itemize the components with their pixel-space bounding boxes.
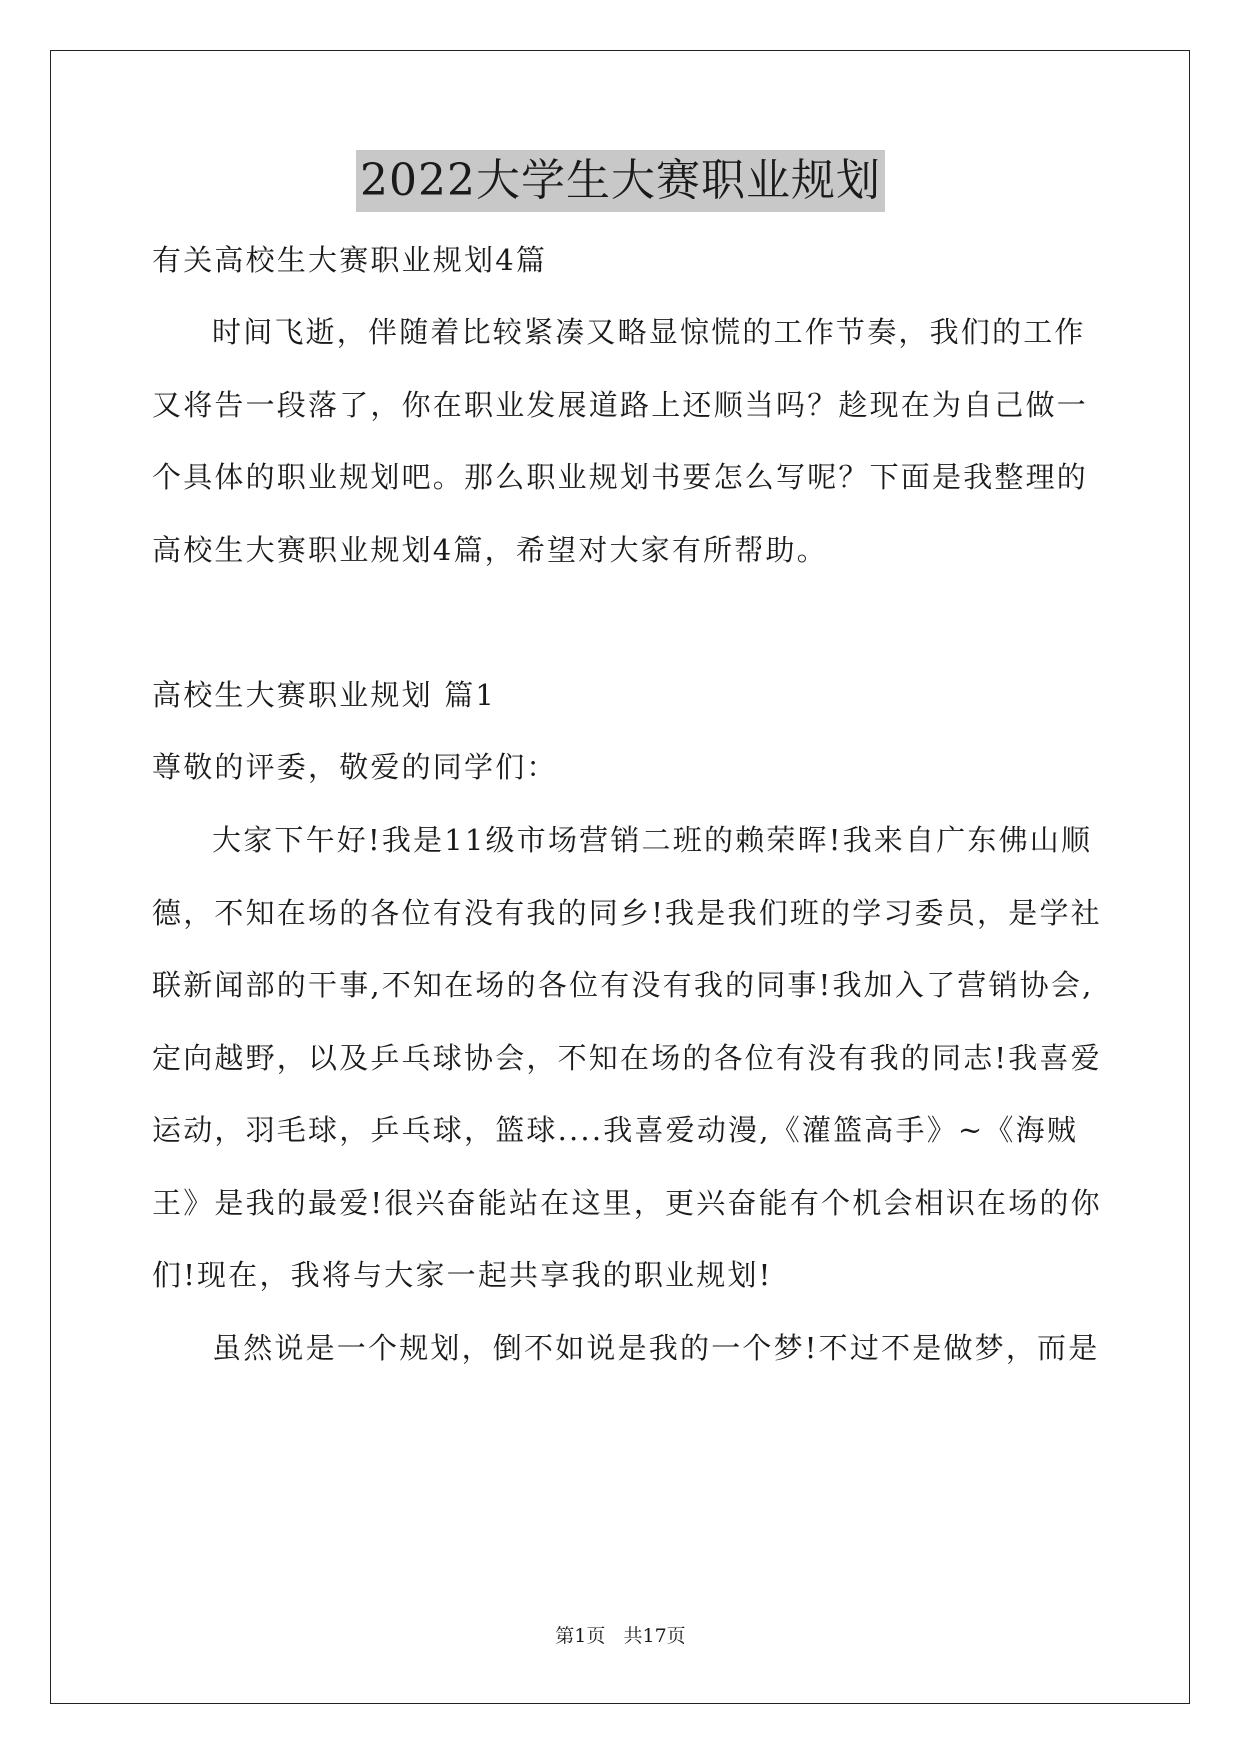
section-heading: 高校生大赛职业规划 篇1 (152, 678, 497, 712)
body-line: 定向越野，以及乒乓球协会，不知在场的各位有没有我的同志!我喜爱 (152, 1041, 1102, 1075)
body-line: 运动，羽毛球，乒乓球，篮球....我喜爱动漫,《灌篮高手》~《海贼 (152, 1113, 1078, 1147)
title-container (0, 150, 1241, 212)
body-line: 虽然说是一个规划，倒不如说是我的一个梦!不过不是做梦，而是 (212, 1331, 1100, 1365)
page-border (50, 50, 1190, 1704)
intro-line: 时间飞逝，伴随着比较紧凑又略显惊慌的工作节奏，我们的工作 (212, 315, 1086, 349)
body-line: 王》是我的最爱!很兴奋能站在这里，更兴奋能有个机会相识在场的你 (152, 1186, 1102, 1220)
document-subtitle: 有关高校生大赛职业规划4篇 (152, 243, 548, 277)
body-line: 联新闻部的干事,不知在场的各位有没有我的同事!我加入了营销协会, (152, 968, 1094, 1002)
body-line: 德，不知在场的各位有没有我的同乡!我是我们班的学习委员，是学社 (152, 896, 1102, 930)
body-line: 大家下午好!我是11级市场营销二班的赖荣晖!我来自广东佛山顺 (212, 823, 1093, 857)
intro-line: 个具体的职业规划吧。那么职业规划书要怎么写呢？下面是我整理的 (152, 460, 1089, 494)
page-footer: 第1页 共17页 (555, 1625, 686, 1647)
greeting-line: 尊敬的评委，敬爱的同学们： (152, 750, 558, 784)
document-title: 2022大学生大赛职业规划 (356, 150, 885, 212)
body-line: 们!现在，我将与大家一起共享我的职业规划! (152, 1258, 773, 1292)
intro-line: 又将告一段落了，你在职业发展道路上还顺当吗？趁现在为自己做一 (152, 388, 1089, 422)
intro-line: 高校生大赛职业规划4篇，希望对大家有所帮助。 (152, 533, 828, 567)
